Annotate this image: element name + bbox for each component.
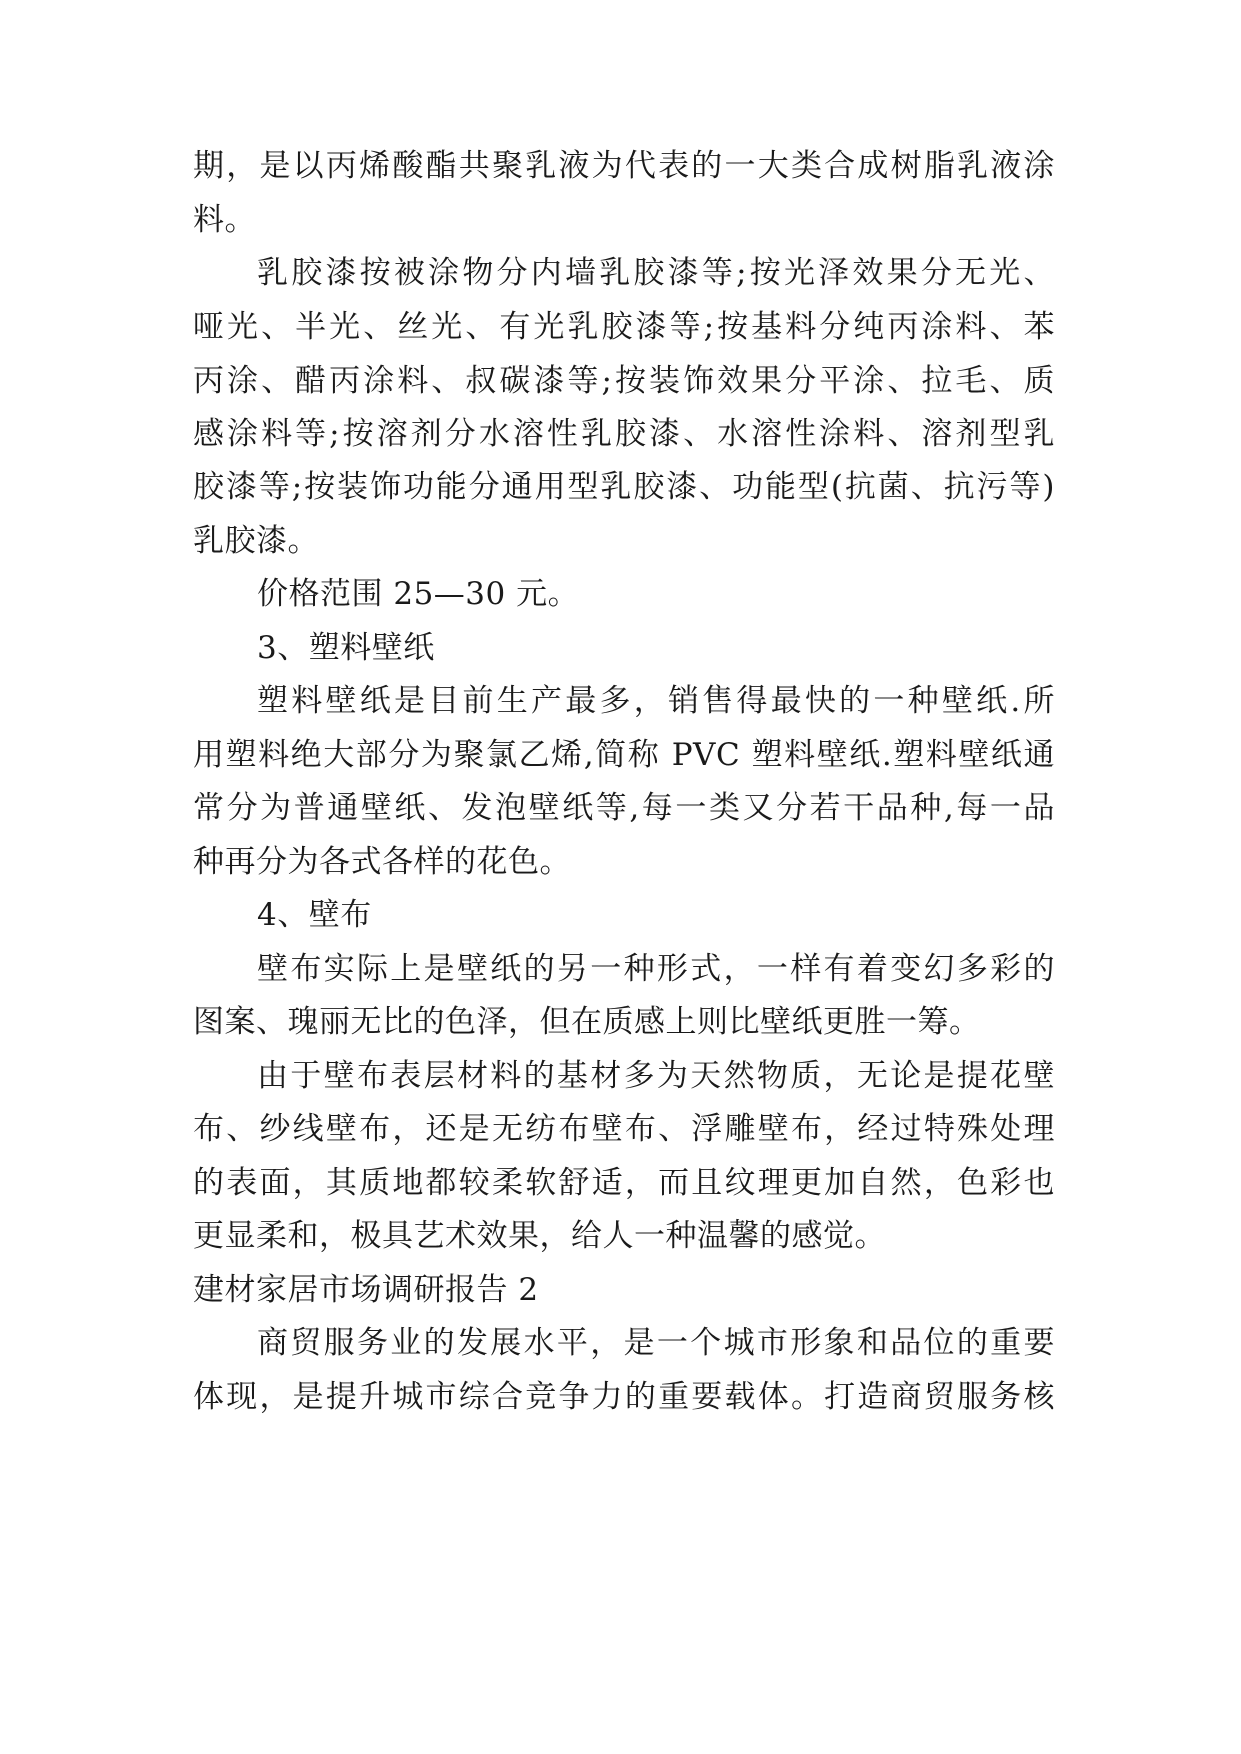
text-line: 的表面，其质地都较柔软舒适，而且纹理更加自然，色彩也 [193,1165,1055,1201]
price-range-line: 价格范围 25—30 元。 [257,576,580,612]
paragraph-first-line: 塑料壁纸是目前生产最多，销售得最快的一种壁纸.所 [257,683,1055,719]
text-line: 料。 [193,202,256,238]
report-title: 建材家居市场调研报告 2 [193,1272,539,1308]
text-line: 布、纱线壁布，还是无纺布壁布、浮雕壁布，经过特殊处理 [193,1111,1055,1147]
text-line: 常分为普通壁纸、发泡壁纸等,每一类又分若干品种,每一品 [193,790,1055,826]
text-line: 丙涂、醋丙涂料、叔碳漆等;按装饰效果分平涂、拉毛、质 [193,363,1055,399]
paragraph-first-line: 商贸服务业的发展水平，是一个城市形象和品位的重要 [257,1325,1055,1361]
text-line: 种再分为各式各样的花色。 [193,844,571,880]
text-line: 乳胶漆。 [193,523,319,559]
section-heading: 4、壁布 [257,897,372,933]
text-line: 图案、瑰丽无比的色泽，但在质感上则比壁纸更胜一筹。 [193,1004,981,1040]
section-heading: 3、塑料壁纸 [257,630,435,666]
paragraph-first-line: 由于壁布表层材料的基材多为天然物质，无论是提花壁 [257,1058,1055,1094]
text-line: 用塑料绝大部分为聚氯乙烯,简称 PVC 塑料壁纸.塑料壁纸通 [193,737,1055,773]
text-line: 期，是以丙烯酸酯共聚乳液为代表的一大类合成树脂乳液涂 [193,148,1055,184]
text-line: 更显柔和，极具艺术效果，给人一种温馨的感觉。 [193,1218,886,1254]
paragraph-first-line: 乳胶漆按被涂物分内墙乳胶漆等;按光泽效果分无光、 [257,255,1055,291]
paragraph-first-line: 壁布实际上是壁纸的另一种形式，一样有着变幻多彩的 [257,951,1055,987]
text-line: 感涂料等;按溶剂分水溶性乳胶漆、水溶性涂料、溶剂型乳 [193,416,1055,452]
text-line: 体现，是提升城市综合竞争力的重要载体。打造商贸服务核 [193,1379,1055,1415]
text-line: 胶漆等;按装饰功能分通用型乳胶漆、功能型(抗菌、抗污等) [193,469,1055,505]
text-line: 哑光、半光、丝光、有光乳胶漆等;按基料分纯丙涂料、苯 [193,309,1055,345]
